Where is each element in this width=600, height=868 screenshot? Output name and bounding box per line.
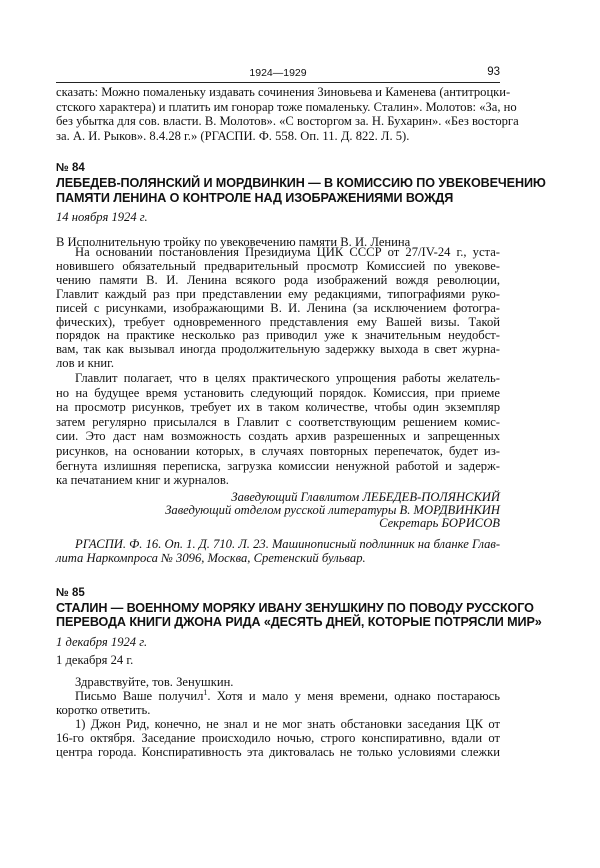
document-84-signatures	[56, 491, 500, 531]
text-line: 16-го октября. Заседание происходило ночью, строго конспиративно, вдали от	[56, 730, 500, 745]
document-84-addressee: В Исполнительную тройку по увековечению памяти В. И. Ленина	[56, 235, 411, 249]
text-line: Заведующий отделом русской литературы В. МОРДВИНКИН	[165, 503, 500, 518]
running-header	[56, 66, 500, 83]
text-line: ка печатанием книг и журналов.	[56, 473, 229, 488]
footnote-reference[interactable]: 1	[203, 687, 208, 697]
running-header-years: 1924—1929	[249, 67, 307, 79]
text-line: порядок на практике несколько раз приводил уже к значительным неудобст-	[56, 328, 500, 343]
text-line: бегнута излишняя переписка, загрузка комиссии ненужной работой и задерж-	[56, 458, 500, 473]
document-85-date: 1 декабря 1924 г.	[56, 635, 148, 649]
letter-paragraph-1	[56, 687, 500, 718]
page-number: 93	[487, 66, 500, 78]
text-line: СТАЛИН — ВОЕННОМУ МОРЯКУ ИВАНУ ЗЕНУШКИНУ ПО ПОВОДУ РУССКОГО	[56, 601, 534, 615]
text-line: РГАСПИ. Ф. 16. Оп. 1. Д. 710. Л. 23. Машинописный подлинник на бланке Глав-	[75, 537, 501, 551]
text-line: но на будущее время установить следующий порядок. Комиссия, при приеме	[56, 385, 500, 400]
text-line: за. А. И. Рыков». 8.4.28 г.» (РГАСПИ. Ф. 558. Оп. 11. Д. 822. Л. 5).	[56, 128, 410, 143]
document-85-number: № 85	[56, 587, 85, 599]
text-line: Секретарь БОРИСОВ	[379, 516, 500, 531]
text-line: без убытка для сов. власти. В. Молотов». «С восторгом за. Н. Бухарин». «Без восторга	[56, 114, 519, 129]
document-84-source	[56, 538, 500, 565]
text-line: вам, так как вызывал иногда продолжительную задержку выхода в свет журна-	[56, 342, 500, 357]
document-84-number: № 84	[56, 162, 85, 174]
document-84-paragraph-2	[56, 371, 500, 488]
text-line: на просмотр рисунков, требует их в таком количестве, чтобы один экземпляр	[56, 400, 500, 415]
letter-paragraph-2	[56, 718, 500, 759]
letter-greeting: Здравствуйте, тов. Зенушкин.	[75, 675, 234, 689]
text-line: ПАМЯТИ ЛЕНИНА О КОНТРОЛЕ НАД ИЗОБРАЖЕНИЯМИ ВОЖДЯ	[56, 191, 454, 205]
text-line: ПЕРЕВОДА КНИГИ ДЖОНА РИДА «ДЕСЯТЬ ДНЕЙ, КОТОРЫЕ ПОТРЯСЛИ МИР»	[56, 615, 542, 630]
text-line: писей с рисунками, изображающими В. И. Ленина (за исключением фотогра-	[56, 300, 500, 315]
text-line: фических), требует одновременного представления ему Вашей визы. Такой	[56, 314, 500, 329]
text-line: новившего обязательный предварительный просмотр Комиссией по увекове-	[56, 258, 500, 273]
document-84-paragraph-1	[56, 246, 500, 371]
paragraph-line: коротко ответить.	[56, 702, 151, 717]
text-line: лов и книг.	[56, 356, 115, 371]
text-line: сии. Это даст нам возможность создать архив разрешенных и запрещенных	[56, 429, 500, 444]
text-line: Заведующий Главлитом ЛЕБЕДЕВ-ПОЛЯНСКИЙ	[231, 490, 500, 504]
document-84-date: 14 ноября 1924 г.	[56, 210, 148, 224]
text-line: Главлит полагает, что в целях практического упрощения работы желатель-	[75, 371, 500, 385]
text-line: 1) Джон Рид, конечно, не знал и не мог знать обстановки заседания ЦК от	[75, 717, 500, 731]
document-84-title	[56, 176, 546, 206]
text-line: сказать: Можно помаленьку издавать сочинения Зиновьева и Каменева (антитроцки-	[56, 85, 511, 99]
text-line: стского характера) и платить им гонорар тоже помаленьку. Сталин». Молотов: «За, но	[56, 99, 517, 114]
text-line: лита Наркомпроса № 3096, Москва, Сретенский бульвар.	[56, 550, 366, 565]
letter-date: 1 декабря 24 г.	[56, 653, 134, 667]
text-line: рисунков, на основании которых, в случаях повторных перепечаток, будет из-	[56, 443, 500, 458]
text-line: На основании постановления Президиума ЦИК СССР от 27/IV-24 г., уста-	[75, 245, 500, 259]
paragraph-line	[56, 687, 500, 704]
document-85-title	[56, 601, 542, 630]
text-line: затем регулярно присылался в Главлит с соответствующим решением комис-	[56, 414, 500, 429]
text-line: ЛЕБЕДЕВ-ПОЛЯНСКИЙ И МОРДВИНКИН — В КОМИССИЮ ПО УВЕКОВЕЧЕНИЮ	[56, 176, 546, 190]
footnote-continuation	[56, 85, 519, 143]
text-line: чению памяти В. И. Ленина всякого рода изображений вождя революции,	[56, 272, 500, 287]
text-line: центра города. Конспиративность эта диктовалась не только условиями слежки	[56, 744, 500, 759]
paragraph-text: Письмо Ваше получил	[75, 689, 204, 703]
paragraph-text: . Хотя и мало у меня времени, однако постараюсь	[207, 689, 500, 703]
text-line: Главлит каждый раз при представлении ему редакциями, типографиями руко-	[56, 286, 500, 301]
